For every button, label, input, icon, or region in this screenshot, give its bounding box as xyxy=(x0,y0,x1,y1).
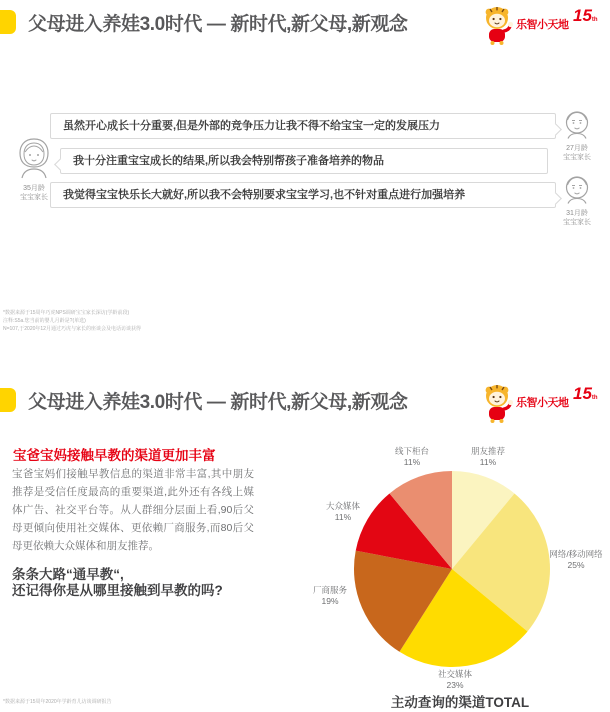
anniversary-mark xyxy=(573,385,598,407)
chart-title: 主动查询的渠道TOTAL xyxy=(390,695,530,710)
pie-label-vendor-service xyxy=(290,585,370,606)
brand-logo xyxy=(478,382,610,426)
pie-chart xyxy=(353,470,551,668)
pie-label-text: 网络/移动网络 xyxy=(549,549,603,559)
quote-bubble-3 xyxy=(50,182,556,208)
speaker-role: 宝宝家长 xyxy=(563,153,591,161)
anniversary-number: 15 xyxy=(573,6,592,25)
quote-bubble-1 xyxy=(50,113,556,139)
anniversary-number: 15 xyxy=(573,384,592,403)
quote-text: 我十分注重宝宝成长的结果,所以我会特别帮孩子准备培养的物品 xyxy=(73,155,385,167)
speaker-age: 35月龄 xyxy=(23,185,45,192)
section-heading: 宝爸宝妈接触早教的渠道更加丰富 xyxy=(13,448,216,463)
speaker-role: 宝宝家长 xyxy=(20,193,48,201)
speaker-caption xyxy=(560,210,594,227)
brand-name: 乐智小天地 xyxy=(516,397,569,409)
pie-label-value: 11% xyxy=(403,456,421,467)
parent-avatar-male-2 xyxy=(560,174,594,227)
question-line-1: 条条大路“通早教“, xyxy=(12,567,124,582)
pie-label-value: 25% xyxy=(567,559,585,570)
quote-text: 虽然开心成长十分重要,但是外部的竞争压力让我不得不给宝宝一定的发展压力 xyxy=(63,120,441,132)
female-parent-icon xyxy=(12,137,56,179)
pie-label-friend-referral xyxy=(448,446,528,467)
pie-label-text: 厂商服务 xyxy=(312,585,347,595)
brand-logo xyxy=(478,4,610,48)
brand-name: 乐智小天地 xyxy=(516,19,569,31)
slide2-header xyxy=(0,384,610,431)
slide1-header xyxy=(0,6,610,53)
pie-label-text: 大众媒体 xyxy=(325,501,360,511)
quote-text: 我觉得宝宝快乐长大就好,所以我不会特别要求宝宝学习,也不针对重点进行加强培养 xyxy=(63,189,466,201)
pie-label-social-media xyxy=(415,669,495,690)
speaker-age: 31月龄 xyxy=(566,210,588,217)
speaker-role: 宝宝家长 xyxy=(563,218,591,226)
source-footnote xyxy=(3,309,141,333)
speaker-caption xyxy=(560,145,594,162)
tiger-mascot-icon xyxy=(480,5,514,50)
pie-label-text: 线下柜台 xyxy=(394,446,429,456)
pie-label-mass-media xyxy=(303,501,383,522)
footnote-line: 注释:S5a.您当前的婴儿月龄是?(单选) xyxy=(3,318,86,324)
parent-avatar-male-1 xyxy=(560,109,594,162)
question-text xyxy=(12,567,223,599)
anniversary-mark xyxy=(573,7,598,29)
pie-label-value: 19% xyxy=(321,595,339,606)
anniversary-suffix: th xyxy=(591,17,598,23)
pie-label-text: 朋友推荐 xyxy=(470,446,505,456)
pie-label-value: 11% xyxy=(479,456,497,467)
male-parent-icon xyxy=(562,174,592,204)
male-parent-icon xyxy=(562,109,592,139)
footnote-line: *数据来源于15周年2020年学龄育儿访谈调研报告 xyxy=(3,699,112,705)
pie-label-offline-counter xyxy=(372,446,452,467)
title-yellow-marker xyxy=(0,388,16,412)
anniversary-suffix: th xyxy=(591,395,598,401)
speaker-age: 27月龄 xyxy=(566,145,588,152)
source-footnote xyxy=(3,698,112,706)
pie-label-text: 社交媒体 xyxy=(437,669,472,679)
pie-label-internet-mobile xyxy=(541,549,610,570)
question-line-2: 还记得你是从哪里接触到早教的吗? xyxy=(12,583,223,598)
tiger-mascot-icon xyxy=(480,383,514,428)
pie-label-value: 11% xyxy=(334,511,352,522)
page-title: 父母进入养娃3.0时代 — 新时代,新父母,新观念 xyxy=(28,14,408,35)
footnote-line: *数据来源于15周年巧虎NPS调研宝宝家长深访(学龄前段) xyxy=(3,310,130,316)
slide-2 xyxy=(0,370,610,712)
title-yellow-marker xyxy=(0,10,16,34)
page-title: 父母进入养娃3.0时代 — 新时代,新父母,新观念 xyxy=(28,392,408,413)
pie-label-value: 23% xyxy=(446,679,464,690)
footnote-line: N=107,于2020年12月通过巧虎与家长的座谈会及电话访谈获得 xyxy=(3,326,141,332)
quote-bubble-2 xyxy=(60,148,548,174)
section-body-text: 宝爸宝妈们接触早教信息的渠道非常丰富,其中朋友推荐是受信任度最高的重要渠道,此外还有各线上媒体广告、社交平台等。从人群细分层面上看,90后父母更倾向使用社交媒体、更依赖厂商服务,而80后父母更依赖大众媒体和朋友推荐。 xyxy=(12,468,254,552)
